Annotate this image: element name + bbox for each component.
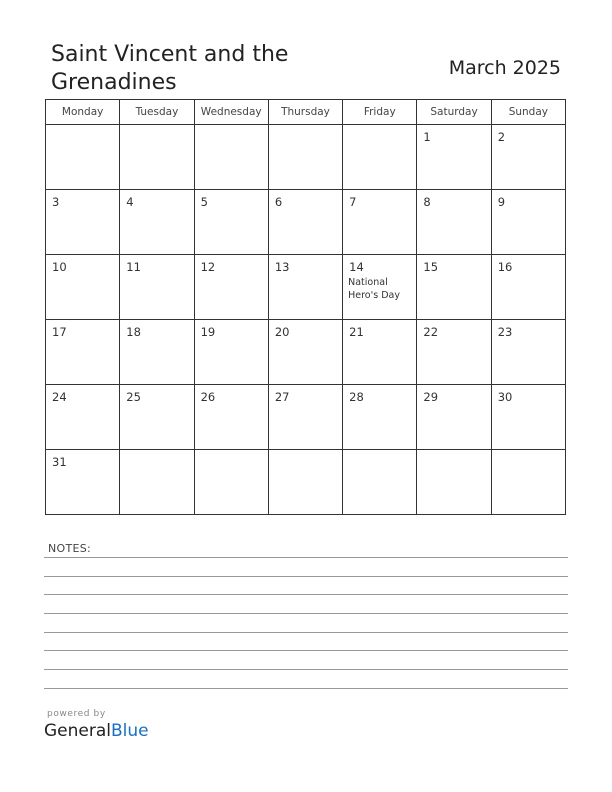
day-cell-18 [120, 320, 194, 385]
day-cell-21 [343, 320, 417, 385]
day-number: 9 [497, 195, 506, 209]
day-cell-15 [417, 255, 491, 320]
day-number: 20 [274, 325, 290, 339]
day-cell-9 [491, 190, 565, 255]
day-number: 21 [349, 325, 364, 339]
notes-line [44, 669, 568, 670]
day-number: 1 [423, 130, 431, 144]
day-cell-empty [120, 450, 194, 515]
day-cell-empty [417, 450, 491, 515]
weekday-header-row [46, 100, 566, 125]
day-cell-empty [343, 450, 417, 515]
weekday-sunday: Sunday [491, 100, 565, 125]
weekday-monday: Monday [46, 100, 120, 125]
notes-line [44, 613, 568, 614]
calendar-grid [45, 99, 566, 515]
day-number: 31 [52, 455, 67, 469]
notes-line [44, 557, 568, 558]
day-number: 24 [52, 390, 67, 404]
day-number: 26 [200, 390, 216, 404]
generalblue-logo [44, 720, 149, 742]
day-number: 10 [52, 260, 67, 274]
day-cell-14 [343, 255, 417, 320]
day-number: 18 [126, 325, 141, 339]
day-cell-27 [268, 385, 342, 450]
weekday-wednesday: Wednesday [194, 100, 268, 125]
day-number: 28 [349, 390, 364, 404]
day-cell-30 [491, 385, 565, 450]
brand-general-text: General [44, 721, 111, 741]
day-cell-22 [417, 320, 491, 385]
calendar-week-row [46, 125, 566, 190]
day-cell-empty [491, 450, 565, 515]
day-number: 25 [126, 390, 141, 404]
weekday-friday: Friday [343, 100, 417, 125]
day-cell-11 [120, 255, 194, 320]
day-number: 30 [497, 390, 513, 404]
brand-blue-text: Blue [111, 721, 149, 741]
day-cell-5 [194, 190, 268, 255]
weekday-thursday: Thursday [268, 100, 342, 125]
day-cell-29 [417, 385, 491, 450]
day-number: 2 [497, 130, 506, 144]
day-cell-24 [46, 385, 120, 450]
day-number: 17 [52, 325, 67, 339]
calendar-title: Saint Vincent and the Grenadines [51, 42, 289, 95]
day-number: 8 [423, 195, 431, 209]
powered-by-text: powered by [47, 709, 106, 719]
day-cell-12 [194, 255, 268, 320]
day-cell-23 [491, 320, 565, 385]
day-cell-empty [343, 125, 417, 190]
day-cell-empty [268, 450, 342, 515]
day-number: 16 [497, 260, 513, 274]
day-number: 7 [349, 195, 357, 209]
calendar-week-row [46, 385, 566, 450]
day-cell-empty [194, 125, 268, 190]
day-number: 19 [200, 325, 216, 339]
notes-line [44, 650, 568, 651]
calendar-week-row [46, 255, 566, 320]
day-number: 22 [423, 325, 439, 339]
day-number: 15 [423, 260, 439, 274]
day-cell-1 [417, 125, 491, 190]
day-cell-26 [194, 385, 268, 450]
weekday-saturday: Saturday [417, 100, 491, 125]
calendar-week-row [46, 190, 566, 255]
day-cell-6 [268, 190, 342, 255]
day-cell-empty [194, 450, 268, 515]
month-year-label: March 2025 [448, 57, 561, 79]
day-cell-28 [343, 385, 417, 450]
day-cell-19 [194, 320, 268, 385]
holiday-label: National Hero's Day [348, 277, 400, 301]
notes-line [44, 594, 568, 595]
day-cell-17 [46, 320, 120, 385]
day-cell-8 [417, 190, 491, 255]
day-number: 11 [126, 260, 141, 274]
day-cell-2 [491, 125, 565, 190]
day-cell-16 [491, 255, 565, 320]
day-number: 23 [497, 325, 513, 339]
calendar-week-row [46, 320, 566, 385]
day-number: 27 [274, 390, 290, 404]
day-cell-3 [46, 190, 120, 255]
day-cell-empty [120, 125, 194, 190]
calendar-week-row [46, 450, 566, 515]
day-cell-20 [268, 320, 342, 385]
notes-line [44, 576, 568, 577]
weekday-tuesday: Tuesday [120, 100, 194, 125]
day-number: 3 [52, 195, 60, 209]
day-cell-10 [46, 255, 120, 320]
notes-line [44, 688, 568, 689]
day-cell-13 [268, 255, 342, 320]
day-number: 14 [349, 260, 364, 274]
day-cell-31 [46, 450, 120, 515]
notes-line [44, 632, 568, 633]
day-number: 5 [200, 195, 208, 209]
day-cell-7 [343, 190, 417, 255]
day-number: 13 [274, 260, 290, 274]
day-cell-4 [120, 190, 194, 255]
notes-label: NOTES: [48, 542, 92, 555]
day-number: 12 [200, 260, 216, 274]
day-cell-empty [46, 125, 120, 190]
day-cell-25 [120, 385, 194, 450]
day-number: 6 [274, 195, 283, 209]
day-number: 4 [126, 195, 134, 209]
day-cell-empty [268, 125, 342, 190]
day-number: 29 [423, 390, 439, 404]
